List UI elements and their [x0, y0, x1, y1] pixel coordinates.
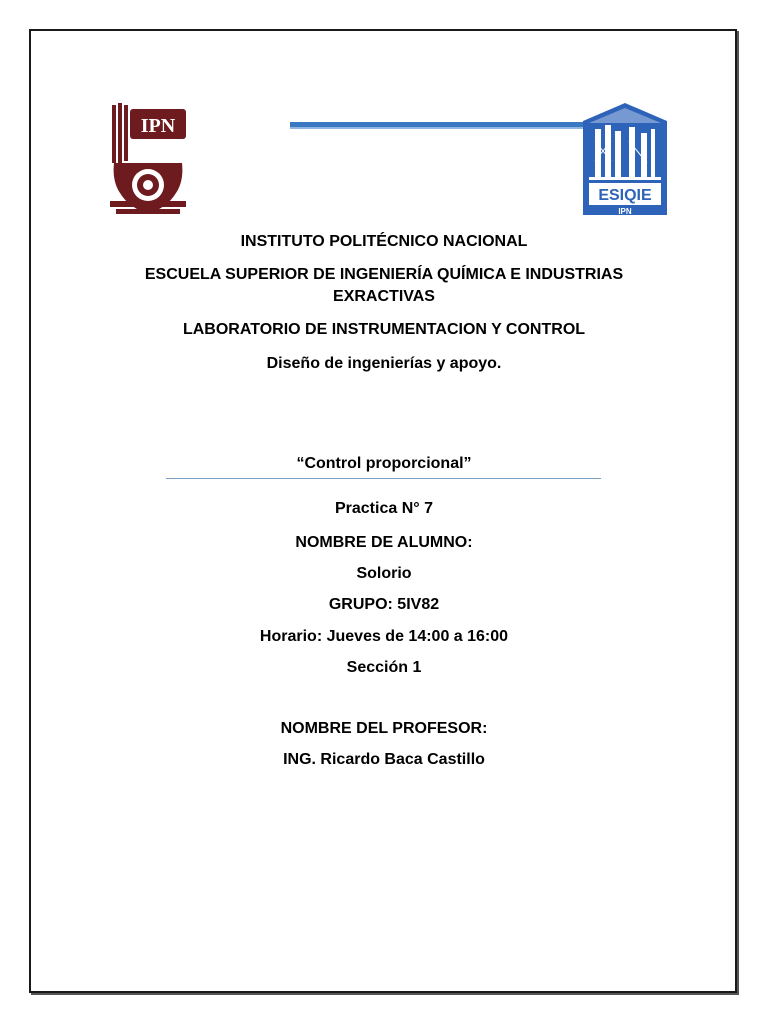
subject-line: Diseño de ingenierías y apoyo. — [266, 355, 502, 372]
school-heading-line1: ESCUELA SUPERIOR DE INGENIERÍA QUÍMICA E INDUSTRIAS — [144, 266, 624, 283]
professor-name: ING. Ricardo Baca Castillo — [283, 751, 485, 768]
student-label: NOMBRE DE ALUMNO: — [295, 534, 473, 551]
section-line: Sección 1 — [346, 659, 422, 676]
ipn-logo-icon — [106, 101, 190, 219]
group-line: GRUPO: 5IV82 — [328, 596, 440, 613]
esiqie-logo-icon — [581, 101, 669, 217]
title-divider — [166, 478, 601, 479]
esiqie-logo-text: ESIQIE — [598, 187, 652, 204]
report-title: “Control proporcional” — [296, 455, 472, 472]
esiqie-logo-sub: IPN — [618, 207, 632, 216]
institution-heading: INSTITUTO POLITÉCNICO NACIONAL — [240, 233, 528, 250]
header-rule — [290, 121, 585, 131]
ipn-logo-text: IPN — [140, 115, 176, 137]
practice-number: Practica N° 7 — [334, 500, 433, 517]
professor-label: NOMBRE DEL PROFESOR: — [280, 720, 488, 737]
laboratory-heading: LABORATORIO DE INSTRUMENTACION Y CONTROL — [182, 321, 586, 338]
schedule-line: Horario: Jueves de 14:00 a 16:00 — [259, 628, 509, 645]
student-name: Solorio — [356, 565, 412, 582]
school-heading-line2: EXRACTIVAS — [333, 288, 435, 305]
